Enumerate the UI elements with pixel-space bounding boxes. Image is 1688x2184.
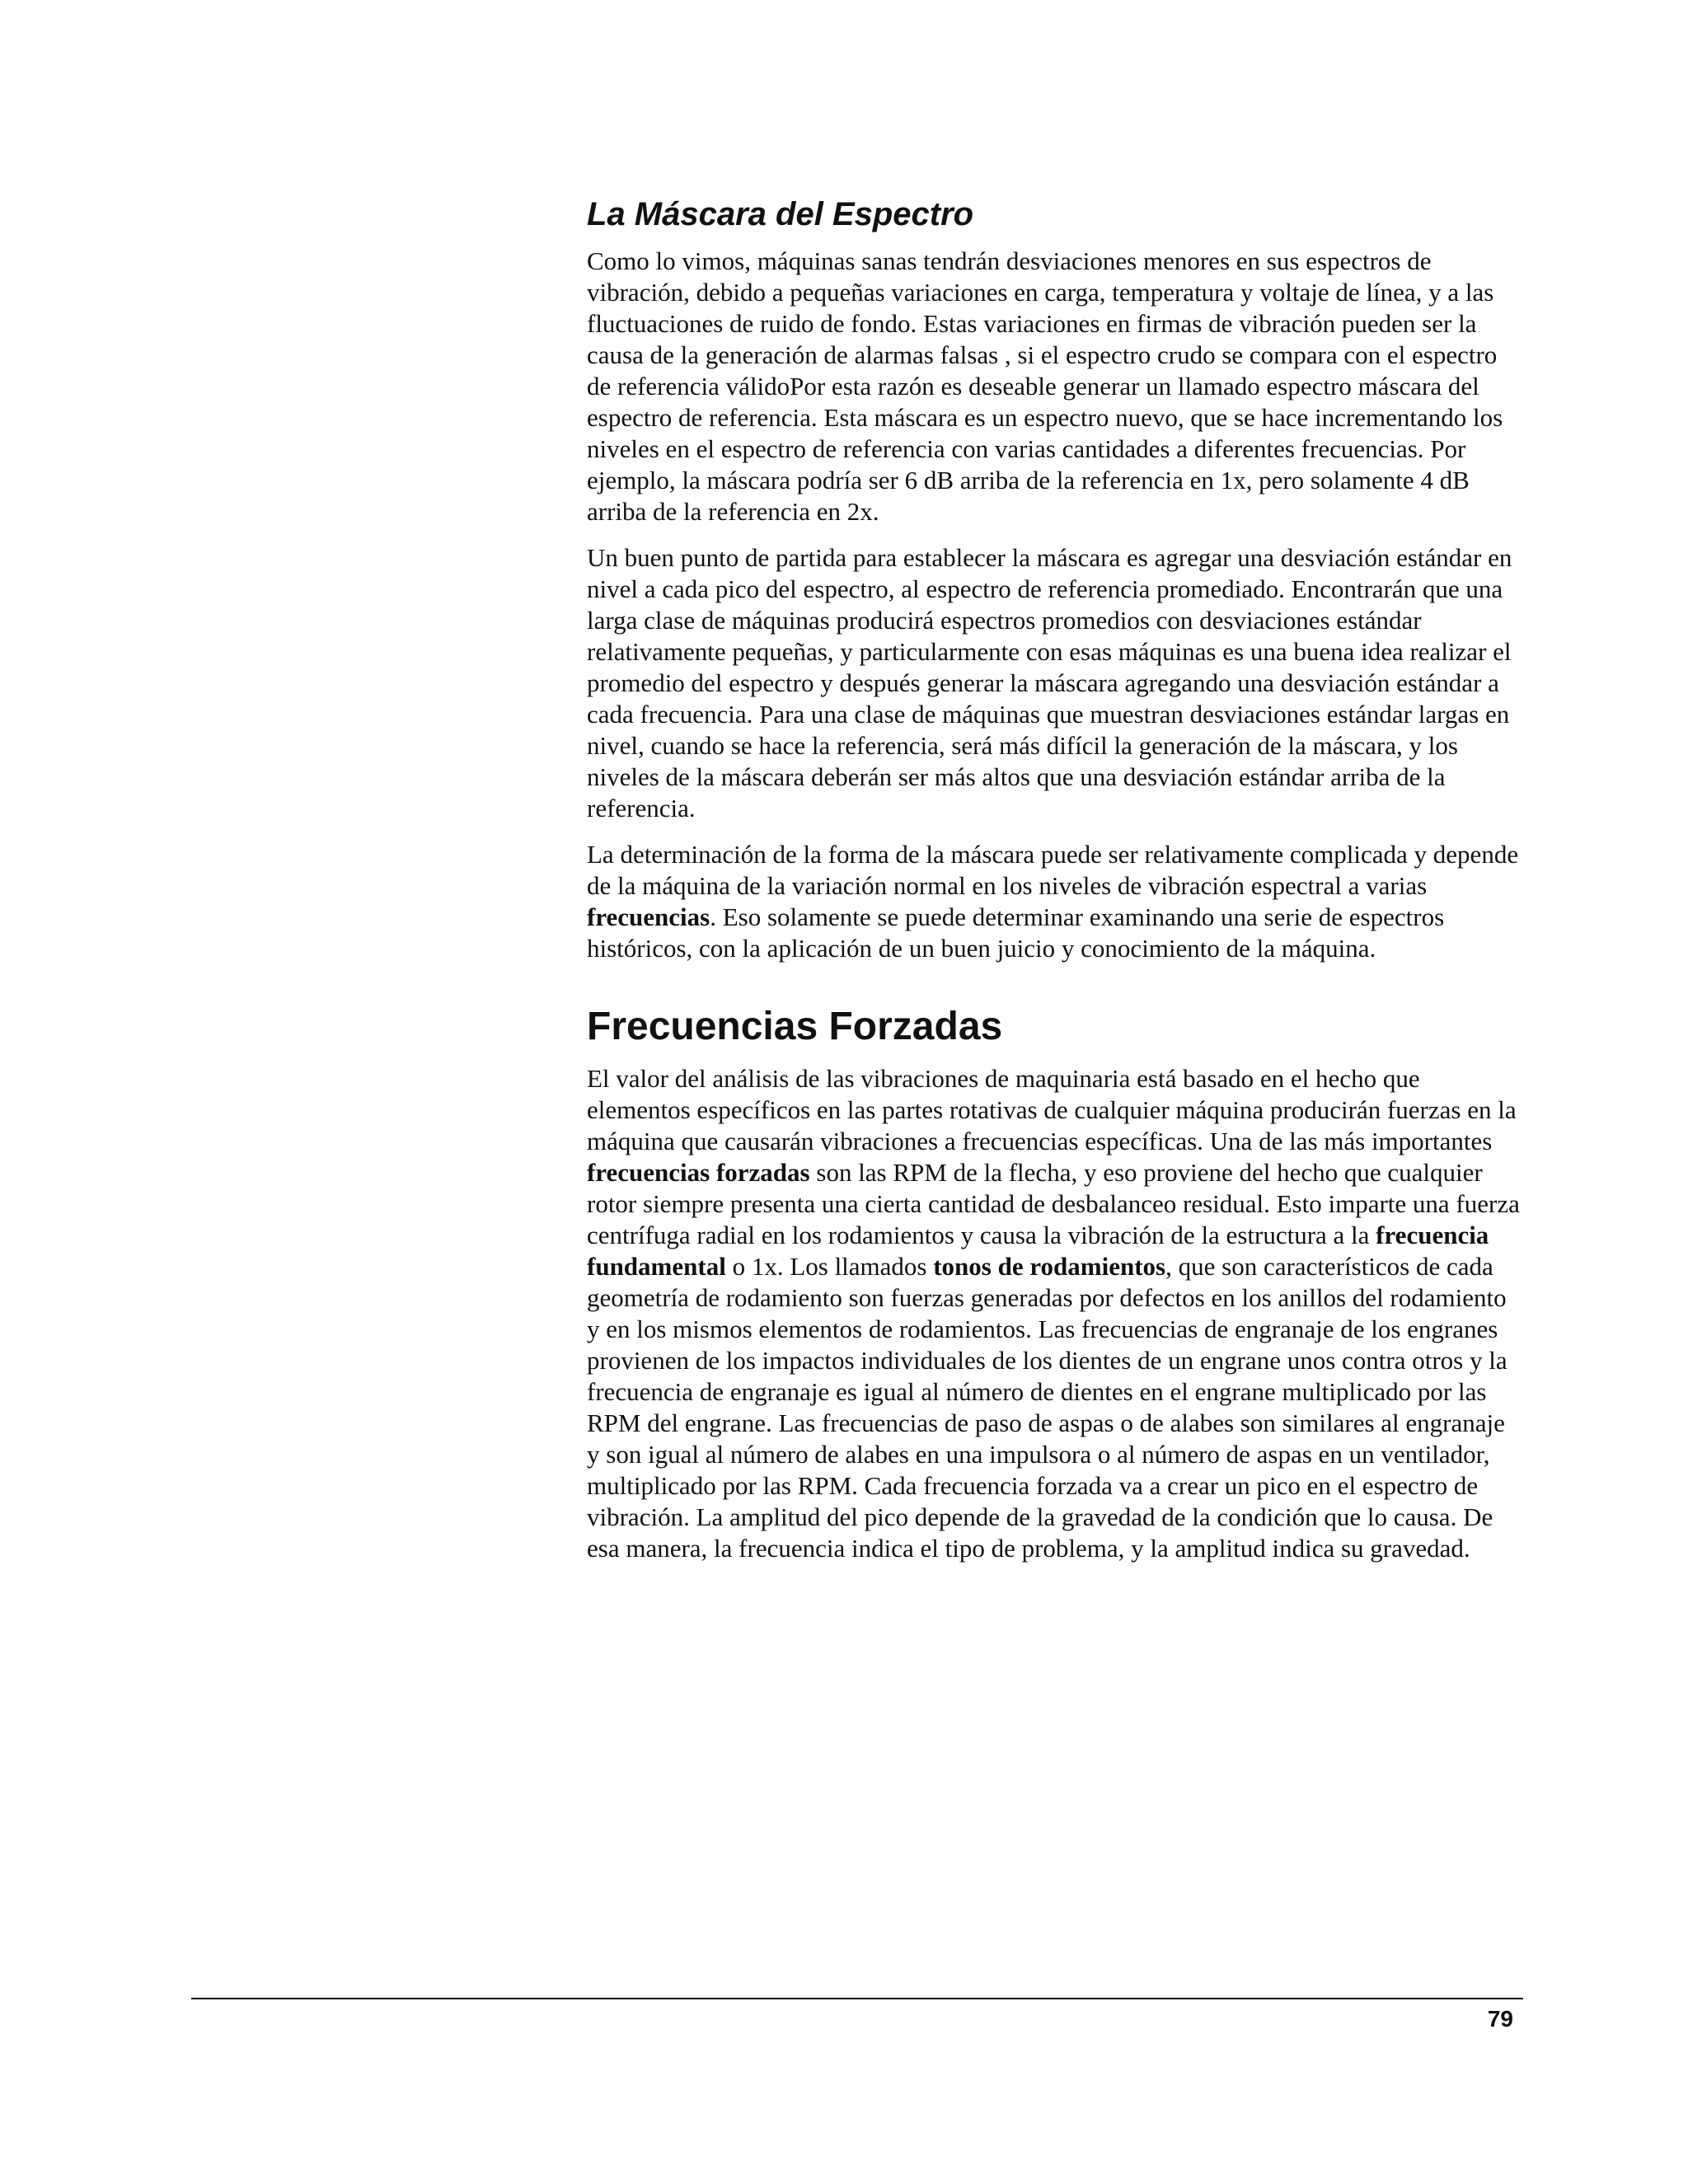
paragraph-mascara-2 — [587, 542, 1523, 824]
text-run: Un buen punto de partida para establecer la máscara es agregar una desviación estándar en nivel a cada pico del espectro, al espectro de referencia promediado. Encontrarán que una larga clase de máquinas producirá espectros promedios con desviaciones estándar relativamente pequeñas, y particularmente con esas máquinas es una buena idea realizar el promedio del espectro y después generar la máscara agregando una desviación estándar a cada frecuencia. Para una clase de máquinas que muestran desviaciones estándar largas en nivel, cuando se hace la referencia, será más difícil la generación de la máscara, y los niveles de la máscara deberán ser más altos que una desviación estándar arriba de la referencia. — [587, 543, 1512, 823]
text-run: o 1x. Los llamados — [725, 1252, 934, 1281]
text-run: El valor del análisis de las vibraciones de maquinaria está basado en el hecho que elementos específicos en las partes rotativas de cualquier máquina producirán fuerzas en la máquina que causarán vibraciones a frecuencias específicas. Una de las más importantes — [587, 1064, 1517, 1155]
paragraph-mascara-1 — [587, 246, 1523, 527]
text-run: La determinación de la forma de la máscara puede ser relativamente complicada y depende de la máquina de la variación normal en los niveles de vibración espectral a varias — [587, 840, 1519, 900]
bold-term-frecuencia-fundamental: frecuencia fundamental — [587, 1221, 1489, 1281]
section-title-frecuencias-forzadas: Frecuencias Forzadas — [587, 1005, 1003, 1048]
text-run: , que son característicos de cada geometría de rodamiento son fuerzas generadas por defectos en los anillos del rodamiento y en los mismos elementos de rodamientos. Las frecuencias de engranaje de los engranes provienen de los impactos individuales de los dientes de un engrane unos contra otros y la frecuencia de engranaje es igual al número de dientes en el engrane multiplicado por las RPM del engrane. Las frecuencias de paso de aspas o de alabes son similares al engranaje y son igual al número de alabes en una impulsora o al número de aspas en un ventilador, multiplicado por las RPM. Cada frecuencia forzada va a crear un pico en el espectro de vibración. La amplitud del pico depende de la gravedad de la condición que lo causa. De esa manera, la frecuencia indica el tipo de problema, y la amplitud indica su gravedad. — [587, 1252, 1507, 1563]
paragraph-mascara-3 — [587, 839, 1523, 964]
paragraph-frecuencias-1 — [587, 1063, 1523, 1564]
footer-rule — [191, 1998, 1523, 1999]
text-run: Como lo vimos, máquinas sanas tendrán desviaciones menores en sus espectros de vibración, debido a pequeñas variaciones en carga, temperatura y voltaje de línea, y a las fluctuaciones de ruido de fondo. Estas variaciones en firmas de vibración pueden ser la causa de la generación de alarmas falsas , si el espectro crudo se compara con el espectro de referencia válidoPor esta razón es deseable generar un llamado espectro máscara del espectro de referencia. Esta máscara es un espectro nuevo, que se hace incrementando los niveles en el espectro de referencia con varias cantidades a diferentes frecuencias. Por ejemplo, la máscara podría ser 6 dB arriba de la referencia en 1x, pero solamente 4 dB arriba de la referencia en 2x. — [587, 246, 1503, 526]
bold-term-frecuencias: frecuencias — [587, 902, 710, 931]
page-content — [587, 191, 1523, 1579]
bold-term-frecuencias-forzadas: frecuencias forzadas — [587, 1158, 810, 1187]
section-title-mascara-espectro: La Máscara del Espectro — [587, 196, 974, 232]
page-number: 79 — [1487, 2006, 1513, 2032]
bold-term-tonos-rodamientos: tonos de rodamientos — [933, 1252, 1166, 1281]
text-run: . Eso solamente se puede determinar examinando una serie de espectros históricos, con la aplicación de un buen juicio y conocimiento de la máquina. — [587, 902, 1445, 963]
text-run: son las RPM de la flecha, y eso proviene del hecho que cualquier rotor siempre presenta una cierta cantidad de desbalanceo residual. Esto imparte una fuerza centrífuga radial en los rodamientos y causa la vibración de la estructura a la — [587, 1158, 1520, 1249]
